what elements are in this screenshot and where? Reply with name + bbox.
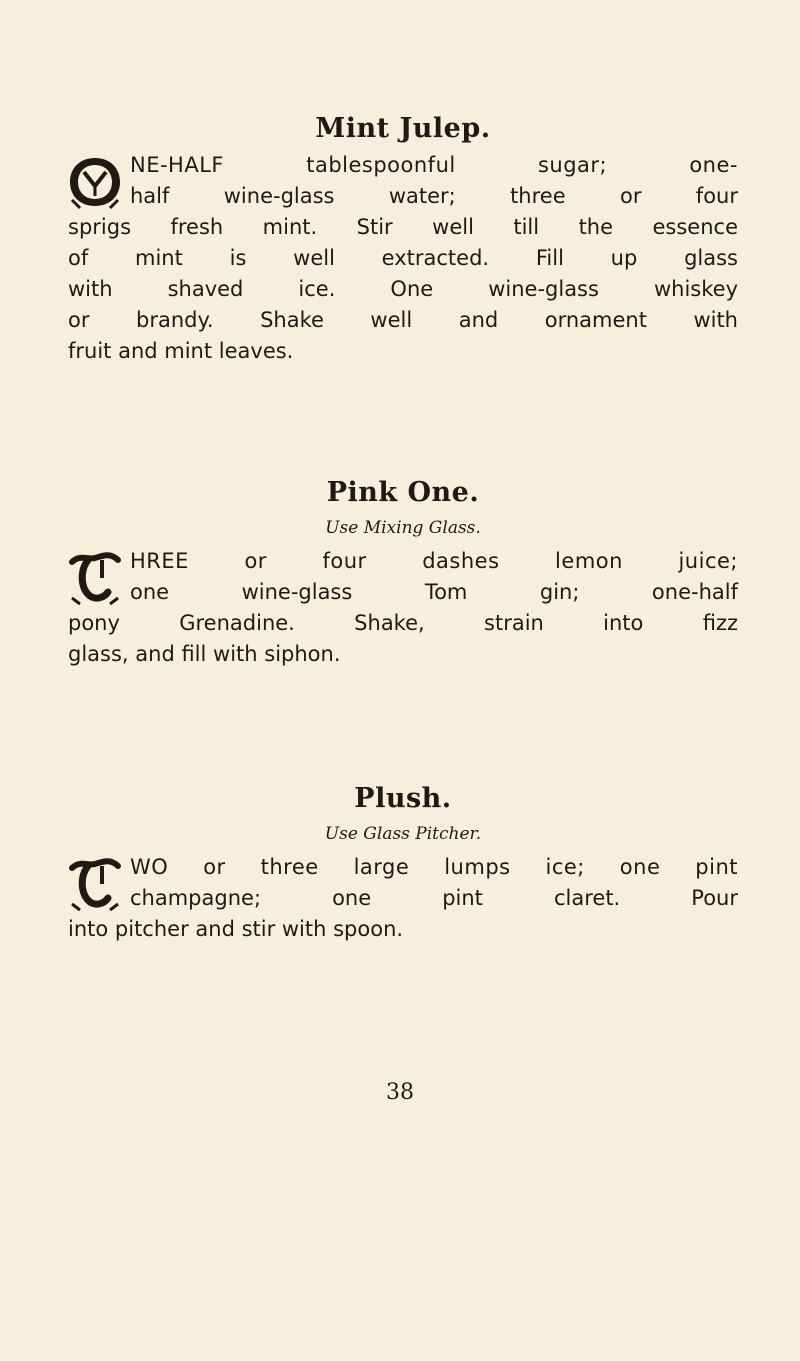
instruction-line: pony Grenadine. Shake, strain into fizz: [68, 611, 738, 635]
instruction-line: sprigs fresh mint. Stir well till the essence: [68, 215, 738, 239]
instruction-line: into pitcher and stir with spoon.: [68, 917, 404, 941]
instruction-line: NE-HALF tablespoonful sugar; one-: [130, 153, 738, 177]
page-number: 38: [386, 1080, 414, 1105]
recipe-plush: [68, 782, 738, 945]
instruction-line: champagne; one pint claret. Pour: [130, 886, 738, 910]
recipe-subtitle: Use Mixing Glass.: [325, 518, 481, 538]
instruction-line: WO or three large lumps ice; one pint: [130, 855, 738, 879]
recipe-instructions: [68, 852, 738, 945]
dropcap-t-icon: [66, 854, 124, 912]
recipe-title: Pink One.: [326, 477, 480, 508]
recipe-title: Plush.: [354, 783, 452, 814]
recipe-subtitle: Use Glass Pitcher.: [324, 824, 482, 844]
instruction-line: fruit and mint leaves.: [68, 339, 294, 363]
instruction-line: HREE or four dashes lemon juice;: [130, 549, 738, 573]
instruction-line: glass, and fill with siphon.: [68, 642, 341, 666]
recipe-instructions: [68, 546, 738, 670]
instruction-line: with shaved ice. One wine-glass whiskey: [68, 277, 738, 301]
instruction-line: half wine-glass water; three or four: [130, 184, 738, 208]
recipe-mint-julep: [68, 112, 738, 367]
recipe-pink-one: [68, 476, 738, 670]
dropcap-o-icon: [66, 152, 124, 210]
instruction-line: or brandy. Shake well and ornament with: [68, 308, 738, 332]
recipe-instructions: [68, 150, 738, 367]
instruction-line: of mint is well extracted. Fill up glass: [68, 246, 738, 270]
dropcap-t-icon: [66, 548, 124, 606]
instruction-line: one wine-glass Tom gin; one-half: [130, 580, 738, 604]
recipe-title: Mint Julep.: [315, 113, 491, 144]
